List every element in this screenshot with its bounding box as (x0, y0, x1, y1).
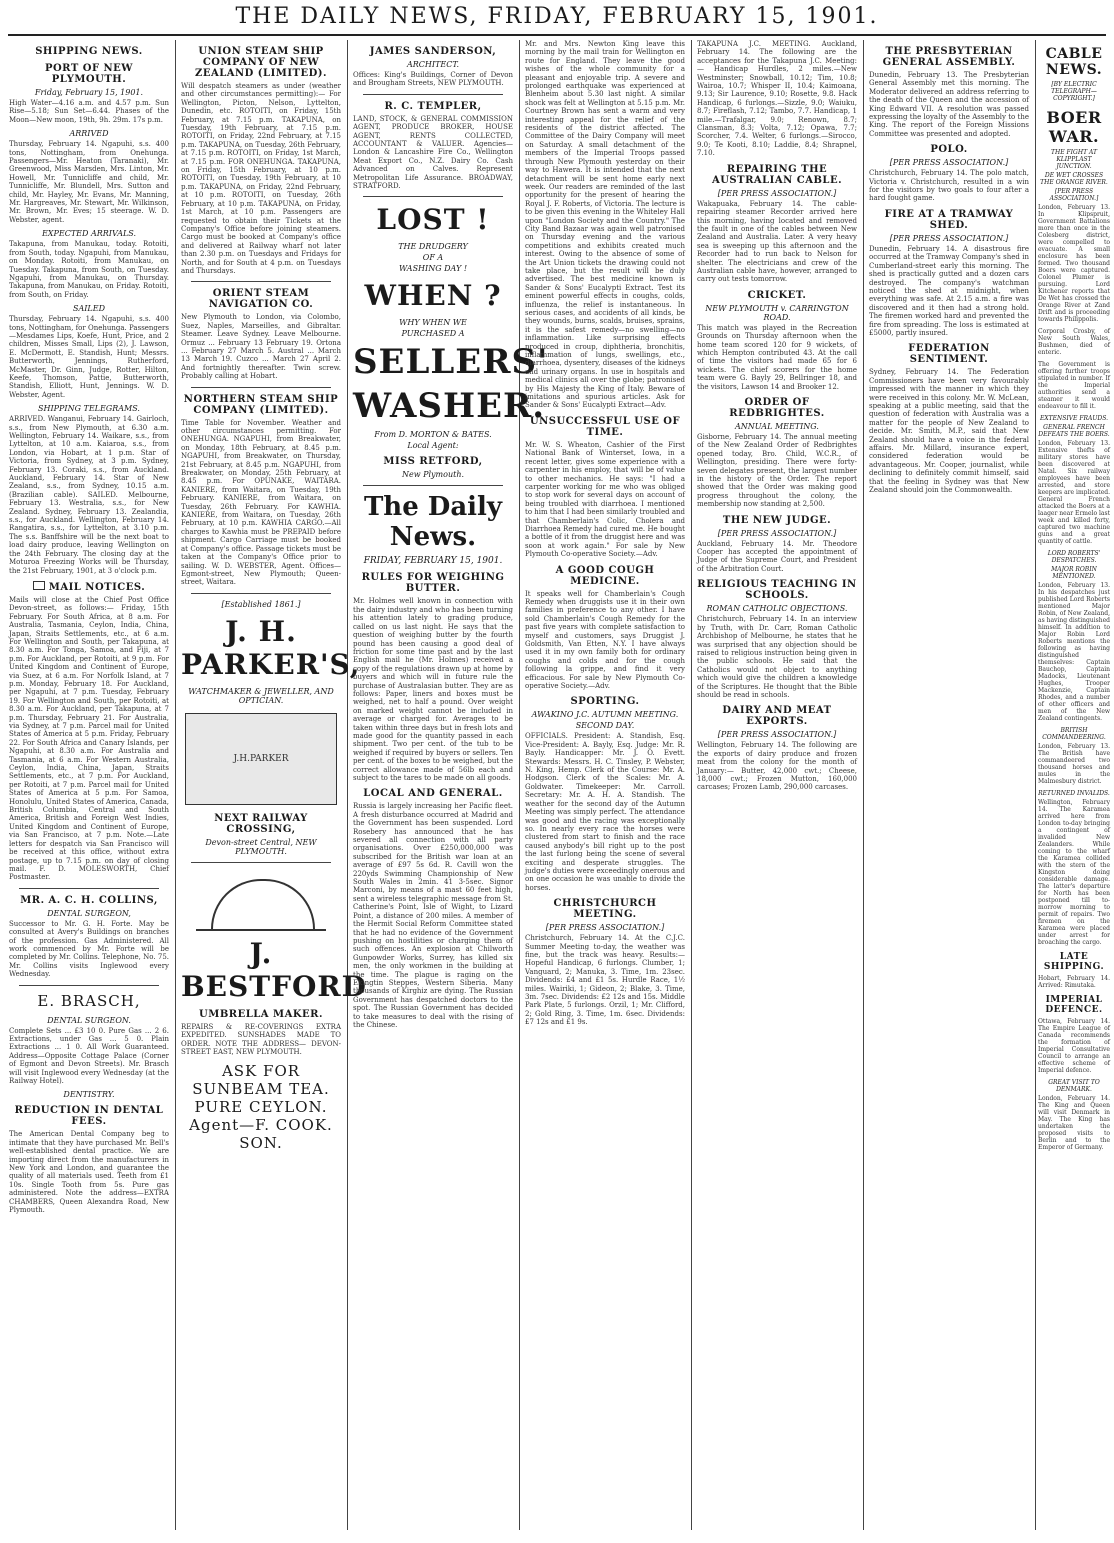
rules-heading: RULES FOR WEIGHING BUTTER. (361, 572, 505, 595)
sailed-heading: SAILED (73, 304, 105, 314)
paper-date: FRIDAY, FEBRUARY 15, 1901. (363, 556, 503, 567)
fire-subheading: [PER PRESS ASSOCIATION.] (889, 233, 1009, 243)
commandeering-heading: BRITISH COMMANDEERING. (1042, 727, 1106, 741)
sporting-heading: SPORTING. (570, 696, 640, 708)
port-heading: PORT OF NEW PLYMOUTH. (44, 63, 134, 85)
column-5 (692, 40, 862, 1530)
denmark-text: London, February 14. The King and Queen will visit Denmark in May. The King has undertaken the proposed visits to Berlin and to the Emperor of Germany. (1038, 1095, 1112, 1151)
cricket-text: This match was played in the Recreation Grounds on Thursday afternoon when the home team scored 120 for 9 wickets, of which Hempton contributed 43. At the call of time the visitors had made 65 for 6 wickets. The chief scorers for the home team were G. Bayly 29, Bellringer 18, and the visitors, Lawson 14 and Brooker 12. (697, 323, 860, 391)
deb-heading: ORDER OF REDBRIGHTES. (729, 397, 825, 419)
rules-text: Mr. Holmes well known in connection with the dairy industry and who has been turning his attention lately to grading produce, called on us last night. He says that the question of weighing butter by the fourth pound has been causing a good deal of friction for some time past and by the last English mail he (Mr. Holmes) received a copy of the regulations drawn up at home by buyers and which will in future rule the purchase of Australasian butter. They are as follows: Paper, liners and boxes must be weighed, net to half a pound. Over weight on marked weight cannot be included in average or charged for. Averages to be taken within three days but in fresh lots and made good for the quantity passed in each shipment. Two per cent. of the tub to be weighed if required by buyers or sellers. Ten per cent. of the boxes to be weighed, but the correct allowance made of 56lb each and subject to the tares to be made on all goods. (353, 597, 516, 782)
religious-subheading: ROMAN CATHOLIC OBJECTIONS. (706, 604, 848, 614)
umbrella-icon (196, 869, 326, 931)
uss-heading: UNION STEAM SHIP COMPANY OF NEW ZEALAND (LIMITED). (195, 46, 327, 79)
fight-heading: THE FIGHT AT KLIPPLAST JUNCTION. (1051, 149, 1097, 170)
brasch-subheading: DENTAL SURGEON. (47, 1015, 131, 1025)
roberts-heading: LORD ROBERTS' DESPATCHES. (1047, 550, 1101, 564)
why-line-2: PURCHASED A (401, 329, 465, 339)
deb-subheading: ANNUAL MEETING. (735, 422, 819, 431)
bestford-subheading: UMBRELLA MAKER. (199, 1008, 323, 1020)
judge-heading: THE NEW JUDGE. (722, 514, 832, 526)
xmas-heading: CHRISTCHURCH MEETING. (553, 898, 657, 921)
parker-established: [Established 1861.] (221, 599, 301, 609)
unpurchased-text: Mr. W. S. Wheaton, Cashier of the First National Bank of Winterset, Iowa, in a recent letter, gives some experience with a carpenter in his employ, that will be of value to other mechanics. He says: "I had a carpenter working for me who was obliged to stop work for several days on account of being troubled with diarrhoea. I mentioned to him that I had been similarly troubled and that Chamberlain's Colic, Cholera and Diarrhoea Remedy had cured me. He bought a bottle of it from the druggist here and was soon at work again." For sale by New Plymouth Co-operative Society.—Adv. (525, 440, 688, 559)
port-date: Friday, February 15, 1901. (34, 88, 144, 97)
judge-subheading: [PER PRESS ASSOCIATION.] (717, 528, 837, 538)
shipping-heading: SHIPPING NEWS. (35, 46, 143, 57)
general-heading: GENERAL FRENCH DEFEATS THE BOERS. (1038, 424, 1110, 438)
mail-heading (9, 581, 169, 593)
unpurchased-heading: UNSUCCESSFUL USE OF TIME. (529, 415, 681, 438)
fire-heading: FIRE AT A TRAMWAY SHED. (884, 208, 1014, 231)
roberts-subheading: MAJOR ROBIN MENTIONED. (1051, 566, 1097, 580)
uss-text: Will despatch steamers as under (weather and other circumstances permitting):— For Wellington, Picton, Nelson, Lyttelton, Dunedin, etc. ROTOITI, on Friday, 15th February, at 7.15 p.m. TAKAPUNA, on Tuesday, 19th February, at 7.15 p.m. ROTOITI, on Friday, 22nd February, at 7.15 p.m. TAKAPUNA, on Tuesday, 26th February, at 7.15 p.m. ROTOITI, on Friday, 1st March, at 7.15 p.m. FOR ONEHUNGA. TAKAPUNA, on Friday, 15th February, at 10 p.m. ROTOITI, on Tuesday, 19th February, at 10 p.m. TAKAPUNA, on Friday, 22nd February, at 10 p.m. ROTOITI, on Tuesday, 26th February, at 10 p.m. TAKAPUNA, on Friday, 1st March, at 10 p.m. Passengers are requested to obtain their Tickets at the Company's Office before joining steamers. Cargo must be booked at Company's office and delivered at Railway wharf not later than 2.30 p.m. on Tuesdays and Fridays for North, and for South at 4 p.m. on Tuesdays and Thursdays. (181, 82, 344, 275)
sporting-day: SECOND DAY. (575, 721, 635, 731)
column-7 (1036, 40, 1112, 1530)
sporting-text: OFFICIALS. President: A. Standish, Esq. Vice-President: A. Bayly, Esq. Judge: Mr. R. Bayly. Handicapper: Mr. J. O. Evett. Stewards: Messrs. H. C. Tinsley, P. Webster, N. King, Hemp. Clerk of the Course: Mr. A. Hodgson. Clerk of the Scales: Mr. A. Goldwater. Timekeeper: Mr. Carroll. Secretary: Mr. A. H. A. Standish. The weather for the second day of the Autumn Meeting was simply perfect. The attendance was good and the racing was exceptionally so. In nearly every race the horses were clustered from start to finish and the race caused anybody's bill right up to the post the last furlong being the scene of several exciting and desperate struggles. The judge's duties were exceedingly onerous and on one occasion he was unable to divide the horses. (525, 732, 688, 892)
sanderson-subheading: ARCHITECT. (406, 60, 460, 69)
dairy-subheading: [PER PRESS ASSOCIATION.] (717, 730, 837, 740)
arrived-text: Thursday, February 14. Ngapuhi, s.s. 400 tons, Nottingham, from Onehunga. Passengers—Mr. Heaton (Taranaki), Mr. Greenwood, Miss Marsden, Mrs. Linton, Mr. Howell, Mr. Tunnicliffe and child, Mr. Tunnicliffe, Mr. Blundell, Mrs. Sutton and child, Mr. Hayley, Mr. Evans, Mr. Manning, Mr. Hargreaves, Mr. Stewart, Mr. Wilkinson, Mr. Brown, Mr. Eves; 15 steerage. W. D. Webster, agent. (9, 140, 172, 224)
presbyterian-text: Dunedin, February 13. The Presbyterian General Assembly met this morning. The Moderator delivered an address referring to the death of the Queen and the accession of King Edward VII. A resolution was passed expressing the loyalty of the Assembly to the King. The report of the Foreign Missions Committee was presented and adopted. (869, 71, 1032, 138)
religious-text: Christchurch, February 14. In an interview by Truth, with Dr. Carr, Roman Catholic Archbishop of Melbourne, he states that he was surprised that any objection should be raised to religious instruction being given in the public schools. He said that the Catholics would not object to anything which would give the children a knowledge of the Scriptures. He thought that the Bible should be read in schools. (697, 615, 860, 699)
bestford-text: REPAIRS & RE-COVERINGS EXTRA EXPEDITED. SUNSHADES MADE TO ORDER. NOTE THE ADDRESS— DEVON-STREET EAST, NEW PLYMOUTH. (181, 1022, 344, 1056)
templer-text: LAND, STOCK, & GENERAL COMMISSION AGENT, PRODUCE BROKER, HOUSE AGENT, RENTS COLLECTED, ACCOUNTANT & VALUER. Agencies— London & Lancashire Fire Co., Wellington Meat Export Co., N.Z. Dairy Co. Cash Advanced on Calves. Represent Metropolitan Life Assurance. BROADWAY, STRATFORD. (353, 114, 516, 191)
defence-text: Ottawa, February 14. The Empire League of Canada recommends the formation of Imperial Consultative Council to arrange an effective scheme of Imperial defence. (1038, 1018, 1112, 1074)
column-3 (348, 40, 549, 1530)
sailed-text: Thursday, February 14. Ngapuhi, s.s. 400 tons, Nottingham, for Onehunga. Passengers—Mesdames Lips, Koefe, Hunt, Price, and 2 children, Misses Small, Lips (2), J. Lawson, E. McDermott, E. Standish, Hunt; Messrs. Butterworth, Jennings, Rutherford, McMaster, Dr. Ginn, Judge, Rotter, Hilton, Keefe, Thomson, Pattie, Butterworth, Standish, Elliott, Hunt, Jennings. W. D. Webster, Agent. (9, 315, 172, 399)
imperial-text: The Government is offering further troops stipulated in number. If the Imperial authorities send a steamer it would endeavour to fill it. (1038, 361, 1112, 410)
parker-next: NEXT RAILWAY CROSSING, (214, 812, 308, 835)
federation-heading: FEDERATION SENTIMENT. (908, 343, 990, 366)
cable-news-heading: CABLE NEWS. (1045, 46, 1103, 78)
dentistry-heading: DENTISTRY. (63, 1090, 115, 1100)
late-shipping-heading: LATE SHIPPING. (1043, 952, 1105, 972)
orient-text: New Plymouth to London, via Colombo, Suez, Naples, Marseilles, and Gibraltar. Steamer. Leave Sydney. Leave Melbourne. Ormuz ... February 13 February 19. Ortona ... February 27 March 5. Austral ... March 13 March 19. Cuzco ... March 27 April 2. And fortnightly thereafter. Twin screw. Probably calling at Hobart. (181, 313, 344, 381)
sellers-heading: SELLERS' (353, 342, 549, 383)
mail-text: Mails will close at the Chief Post Office Devon-street, as follows:— Friday, 15th February. For South Africa, at 8 a.m. For Australia, Tasmania, Ceylon, India, China, Japan, Straits Settlements, etc., at 6 a.m. For Wellington and South, per Takapuna, at 8.30 a.m. For Tonga, Samoa, and Fiji, at 7 p.m. For Auckland, per Rotoiti, at 9 p.m. For United Kingdom and Continent of Europe, via Suez, at 6 a.m. For Norfolk Island, at 7 p.m. Monday, February 18. For Auckland, per Ngapuhi, at 7 p.m. Tuesday, February 19. For Wellington and South, per Rotoiti, at 8.30 a.m. For Auckland, per Takapuna, at 7 p.m. Thursday, February 21. For Australia, via Sydney, at 7 p.m. Parcel mail for United States of America at 5 p.m. Friday, February 22. For South Africa and Canary Islands, per Ngapuhi, at 8.30 a.m. For Australia and Tasmania, at 6 a.m. For Western Australia, Ceylon, India, China, Japan, Straits Settlements, etc., at 7 p.m. For Auckland, per Rotoiti, at 7 p.m. Parcel mail for United States of America at 5 p.m. For Samoa, Honolulu, United States of America, Canada, British Columbia, Central and South America, British and Foreign West Indies, United Kingdom and Continent of Europe, via San Francisco, at 7 p.m. Note.—Late letters for despatch via San Francisco will be received at this office, without extra postage, up to 7.15 p.m. on day of closing mail. F. D. MOLESWORTH, Chief Postmaster. (9, 595, 172, 882)
king-text: Mr. and Mrs. Newton King leave this morning by the mail train for Wellington en route for England. They leave the good wishes of the whole community for a pleasant and enjoyable trip. A severe and prolonged earthquake was experienced at Blenheim about 5.30 last night. A similar shock was felt at Wellington at 5.15 p.m. Mr. Courtney Brown has sent a warm and very interesting appeal for the relief of the residents of the district affected. The Committee of the Dairy Company will meet on Saturday. A small detachment of the members of the Imperial Troops passed through New Plymouth yesterday on their way to Hawera. It is intended that the next detachment will be sent home early next week. Our readers are reminded of the last opportunity for the present of hearing the Royal J. F. Roberts, of Victoria. The lecture is to be given this evening in the Whiteley Hall upon "London Society and the Country." The City Band Bazaar was again well patronised on Thursday evening and the various competitions and exhibits created much interest. Owing to the absence of some of the Art Union tickets the drawing could not take place, but the result will be duly advertised. The best medicine known is Sander & Sons' Eucalypti Extract. Test its eminent powerful effects in coughs, colds, influenza, the relief is instantaneous. In serious cases, and accidents of all kinds, be they wounds, burns, scalds, bruises, sprains, it is the safest remedy—no swelling—no inflammation. Like surprising effects produced in croup, diphtheria, bronchitis, inflammation of lungs, swellings, etc., diarrhoea, dysentery, diseases of the kidneys and urinary organs. In use in hospitals and medical clinics all over the globe; patronised by His Majesty the King of Italy. Beware of imitations and spurious articles. Ask for Sander & Sons' Eucalypti Extract—Adv. (525, 40, 688, 410)
column-2 (176, 40, 367, 1530)
invalids-text: Wellington, February 14. The Karamea arrived here from London to-day bringing a contingent of invalided New Zealanders. While coming to the wharf the Karamea collided with the stern of the Kingston doing considerable damage. The latter's departure for North has been postponed till to-morrow morning to permit of repairs. Two firemen on the Karamea were placed under arrest for broaching the cargo. (1038, 799, 1112, 946)
washer-from: From D. MORTON & BATES. (374, 430, 492, 440)
nss-text: Time Table for November. Weather and other circumstances permitting. For ONEHUNGA. NGAPUHI, from Breakwater, on Monday, 18th February, at 8.45 p.m. NGAPUHI, from Breakwater, on Thursday, 21st February, at 8.45 p.m. NGAPUHI, from Breakwater, on Monday, 25th February, at 8.45 p.m. For OPUNAKE, WAITARA. KANIERE, from Waitara, on Tuesday, 19th February. KANIERE, from Waitara, on Tuesday, 26th February. For KAWHIA. KANIERE, from Waitara, on Tuesday, 26th February, at 10 p.m. KAWHIA CARGO.—All charges to Kawhia must be PREPAID before shipment. Cargo Carriage must be booked at Company's office. Passage tickets must be taken at the Company's Office prior to sailing. W. D. WEBSTER, Agent. Offices—Egmont-street, New Plymouth; Queen-street, Waitara. (181, 418, 344, 587)
defence-heading: IMPERIAL DEFENCE. (1045, 995, 1103, 1015)
polo-subheading: [PER PRESS ASSOCIATION.] (889, 158, 1009, 168)
washer-heading: WASHER. (353, 386, 546, 427)
cable-subheading: [PER PRESS ASSOCIATION.] (717, 188, 837, 198)
expected-text: Takapuna, from Manukau, today. Rotoiti, from South, today. Ngapuhi, from Manukau, on Monday. Rotoiti, from Manukau, on Tuesday. Takapuna, from South, on Tuesday. Ngapuhi, from Manukau, on Thursday. Takapuna, from Manukau, on Friday. Rotoiti, from South, on Friday. (9, 240, 172, 299)
divider (363, 485, 503, 486)
column-1 (4, 40, 174, 1530)
templer-heading: R. C. TEMPLER, (384, 100, 482, 112)
sanderson-text: Offices: King's Buildings, Corner of Devon and Brougham Streets, NEW PLYMOUTH. (353, 71, 516, 88)
column-6 (864, 40, 1034, 1530)
boer-war-heading: BOER WAR. (1046, 108, 1102, 146)
paper-title: The Daily News. (363, 492, 503, 553)
masthead-rule (8, 34, 1106, 36)
drudgery-line-2: OF A (422, 253, 444, 263)
drudgery-line-1: THE DRUDGERY (398, 242, 468, 252)
divider (191, 862, 331, 863)
xmas-text: Christchurch, February 14. At the C.J.C. Summer Meeting to-day, the weather was fine, but the track was heavy. Results:— Hopeful Handicap, 6 furlongs. Clumber, 1; Vanguard, 2; Manuka, 3. Time, 1m. 23sec. Dividends: £4 and £1 5s. Hurdle Race, 1½ miles. Wairiki, 1; Gideon, 2; Blake, 3. Time, 3m. 7sec. Dividends: £2 12s and 15s. Middle Park Plate, 5 furlongs. Orzil, 1; Mr. Clifford, 2; Gold Ring, 3. Time, 1m. 6sec. Dividends: £7 12s and £1 9s. (525, 934, 688, 1027)
local-heading: LOCAL AND GENERAL. (363, 788, 503, 800)
good-heading: A GOOD COUGH MEDICINE. (555, 564, 655, 587)
mail-icon (33, 581, 45, 590)
divider (363, 196, 503, 197)
cricket-subheading: NEW PLYMOUTH v. CARRINGTON ROAD. (705, 303, 849, 322)
telegrams-text: ARRIVED. Wanganui, February 14. Gairloch, s.s., from New Plymouth, at 6.30 a.m. Wellington, February 14. Waikare, s.s., from Lyttelton, at 10 a.m. Kaiaroa, s.s., from London, via Hobart, at 1 p.m. Star of Victoria, from Sydney, at 3 p.m. Sydney, February 13. Coraki, s.s., from Auckland. Auckland, February 14. Star of New Zealand, s.s., from Sydney, 10.15 a.m. (Brazilian cable). SAILED. Melbourne, February 13. Westralia, s.s., for New Zealand. Sydney, February 13. Zealandia, s.s., for Auckland. Wellington, February 14. Rangatira, s.s., for Lyttelton, at 3.10 p.m. The s.s. Banffshire will be the next boat to load dairy produce, leaving Wellington on the 24th February. The closing day at the Moturoa Freezing Works will be Thursday, the 21st February, 1901, at 3 o'clock p.m. (9, 415, 172, 575)
agent-town: New Plymouth. (401, 470, 465, 480)
cricket-heading: CRICKET. (747, 289, 807, 301)
parker-sign: J.H.PARKER (233, 753, 289, 764)
collins-subheading: DENTAL SURGEON, (47, 908, 131, 918)
divider (19, 888, 159, 889)
sporting-subheading: AWAKINO J.C. AUTUMN MEETING. (531, 710, 679, 720)
federation-text: Sydney, February 14. The Federation Commissioners have been very favourably impressed with the manner in which they were received in this colony. Mr. W. McLean, speaking at a public meeting, said that the question of federation with Australia was a matter for the people of New Zealand to decide. Mr. Smith, M.P., said that New Zealand should have a voice in the federal affairs. Mr. Millard, insurance expert, considered federation would be advantageous. Mr. Cooper, journalist, while declining to definitely commit himself, said that the feeling in Sydney was that New Zealand should join the Commonwealth. (869, 368, 1032, 495)
dairy-heading: DAIRY AND MEAT EXPORTS. (722, 705, 832, 728)
invalids-heading: RETURNED INVALIDS. (1038, 790, 1110, 797)
deb-text: Gisborne, February 14. The annual meeting of the New Zealand Order of Redbrightes opened today, Bro. Child, W.C.R., of Wellington, presiding. There were forty-seven delegates present, the largest number in the history of the Order. The report showed that the Order was making good progress throughout the colony, the membership now standing at 2,500. (697, 433, 860, 509)
roberts-text: London, February 13. In his despatches just published Lord Roberts mentioned Major Robin, of New Zealand, as having distinguished himself. In addition to Major Robin Lord Roberts mentions the following as having distinguished themselves: Captain Bauchop, Captain Madocks, Lieutenant Hughes, Trooper Mackenzie, Captain Rhodes, and a number of other officers and men of the New Zealand contingents. (1038, 582, 1112, 722)
orange-text: London, February 13. In Klipspruit, Government Battalions more than once in the Colesberg district, were compelled to evacuate. A small enclosure has been formed. Two thousand Boers were captured. Colonel Plumer is pursuing. Lord Kitchener reports that De Wet has crossed the Orange River at Zand Drift and is proceeding towards Philippolis. (1038, 204, 1112, 323)
brasch-text: Complete Sets ... £3 10 0. Pure Gas ... 2 6. Extractions, under Gas ... 5 0. Plain Extractions ... 1 0. All Work Guaranteed. Address—Opposite Cottage Palace (Corner of Egmont and Devon Streets). Mr. Brasch will visit Inglewood every Wednesday (at the Railway Hotel). (9, 1026, 172, 1085)
polo-text: Christchurch, February 14. The polo match, Victoria v. Christchurch, resulted in a win for the visitors by two goals to four after a hard fought game. (869, 169, 1032, 203)
good-text: It speaks well for Chamberlain's Cough Remedy when druggists use it in their own families in preference to any other. I have sold Chamberlain's Cough Remedy for the past five years with complete satisfaction to myself and customers, says Druggist J. Goldsmith, Van Etten, N.Y. I have always used it in my own family both for ordinary coughs and colds and for the cough following la grippe, and find it very efficacious. For sale by New Plymouth Co-operative Society.—Adv. (525, 589, 688, 691)
judge-text: Auckland, February 14. Mr. Theodore Cooper has accepted the appointment of Judge of the Supreme Court, and President of the Arbitration Court. (697, 539, 860, 573)
fire-text: Dunedin, February 14. A disastrous fire occurred at the Tramway Company's shed in Cumberland-street early this morning. The shed is practically gutted and a dozen cars destroyed. The company's watchman noticed the shed at midnight, when everything was safe. At 2.15 a.m. a fire was discovered and it then had a strong hold. The firemen worked hard and prevented the fire from spreading. The loss is estimated at £5000, partly insured. (869, 244, 1032, 337)
denmark-heading: GREAT VISIT TO DENMARK. (1048, 1079, 1100, 1093)
polo-heading: POLO. (930, 144, 968, 156)
frauds-text: London, February 13. Extensive thefts of military stores have been discovered at Natal. Six railway employees have been arrested, and store keepers are implicated. General French attacked the Boers at a laager near Ermelo last week and killed forty, captured two machine guns and a great quantity of cattle. (1038, 440, 1112, 545)
corporal-text: Corporal Crosby, of New South Wales, Bushmen, died of enteric. (1038, 328, 1112, 356)
when-heading: WHEN ? (364, 279, 502, 313)
divider (191, 387, 331, 388)
lost-heading: LOST ! (376, 203, 490, 237)
reduction-heading: REDUCTION IN DENTAL FEES. (14, 1105, 164, 1128)
late-shipping-text: Hobart, February 14. Arrived: Rimutaka. (1038, 975, 1112, 989)
local-text: Russia is largely increasing her Pacific fleet. A fresh disturbance occurred at Madrid and the Government has been suspended. Lord Rosebery has announced that he has severed all connection with all party organisations. Over £250,000,000 was subscribed for the British war loan at an average of £97 5s 6d. R. Cavill won the 220yds Swimming Championship of New South Wales in 2min. 41 3-5sec. Signor Marconi, by means of a mast 60 feet high, sent a wireless telegraphic message from St. Catherine's Point, Isle of Wight, to Lizard Point, a distance of 200 miles. A member of the Hermit Social Reform Committee stated that he had no evidence of the Government pushing on hostilities or charging them of such offences. An explosion at Chilworth Gunpowder Works, Surrey, has killed six men, the only workmen in the building at the time. The plague is raging on the Ekingtin Steppes, Western Siberia. Many thousands of Kirghiz are dying. The Russian Government has despatched doctors to the spot. The Russian Government has decided to take measures to deal with the rising of the Chinese. (353, 802, 516, 1029)
presbyterian-heading: THE PRESBYTERIAN GENERAL ASSEMBLY. (882, 46, 1016, 68)
divider (191, 281, 331, 282)
cable-heading: REPAIRING THE AUSTRALIAN CABLE. (711, 163, 843, 186)
parker-heading: J. H. PARKER'S, (181, 614, 361, 681)
divider (363, 94, 503, 95)
collins-text: Successor to Mr. G. H. Forte. May be consulted at Avery's Buildings on branches of the profession. Gas Administered. All work commenced by Mr. Forte will be completed by Mr. Collins. Telephone, No. 75. Mr. Collins visits Inglewood every Wednesday. (9, 919, 172, 979)
takapuna-text: TAKAPUNA J.C. MEETING. Auckland, February 14. The following are the acceptances for the Takapuna J.C. Meeting:— Handicap Hurdles, 2 miles.—New Westminster; Snowball, 10.12; Tim, 10.8; Wairoa, 10.7; Whisper II, 10.4; Kaimoana, 9.13; Sir Laurence, 9.10; Rosette, 9.8. Hack Handicap, 6 furlongs.—Sizzle, 9.0; Waiuku, 8.7; Fireflash, 7.12; Tambo, 7.7. Handicap, 1 mile.—Trafalgar, 9.0; Renown, 8.7; Clansman, 8.3; Volta, 7.12; Opawa, 7.7; Scorcher, 7.4. Welter, 6 furlongs.—Sirocco, 9.0; Te Kooti, 8.10; Laddie, 8.4; Shrapnel, 7.10. (697, 40, 860, 158)
brasch-heading: E. BRASCH, (37, 991, 141, 1010)
nss-heading: NORTHERN STEAM SHIP COMPANY (LIMITED). (183, 393, 339, 416)
divider (191, 593, 331, 594)
orange-heading: DE WET CROSSES THE ORANGE RIVER. (1040, 172, 1108, 186)
parker-shopfront-image (185, 713, 337, 805)
commandeering-text: London, February 13. The British have commandeered two thousand horses and mules in the Malmesbury district. (1038, 743, 1112, 785)
expected-heading: EXPECTED ARRIVALS. (41, 229, 137, 239)
why-line-1: WHY WHEN WE (399, 318, 467, 328)
masthead: THE DAILY NEWS, FRIDAY, FEBRUARY 15, 1901. (235, 4, 879, 29)
cable-text: Wakapuaka, February 14. The cable-repairing steamer Recorder arrived here this morning, having located and removed the fault in one of the cables between New Zealand and Australia. Later. A very heavy sea is sweeping up this afternoon and the Recorder had to run back to Nelson for shelter. The electricians and crew of the Australian cable have, however, arranged to carry out tests tomorrow. (697, 199, 860, 284)
frauds-heading: EXTENSIVE FRAUDS. (1039, 415, 1109, 422)
collins-heading: MR. A. C. H. COLLINS, (20, 894, 158, 906)
mail-heading-label: MAIL NOTICES. (48, 581, 146, 593)
cable-news-credit: [BY ELECTRIC TELEGRAPH—COPYRIGHT.] (1051, 81, 1097, 102)
telegrams-heading: SHIPPING TELEGRAMS. (38, 404, 140, 414)
orient-heading: ORIENT STEAM NAVIGATION CO. (208, 288, 314, 311)
reduction-text: The American Dental Company beg to intimate that they have purchased Mr. Bell's well-established dental practice. We are importing direct from the manufacturers in New York and London, and guarantee the quality of all materials used. Teeth from £1 10s. Single Tooth from 5s. Pure gas administered. Note the address—EXTRA CHAMBERS, Queen Alexandra Road, New Plymouth. (9, 1130, 172, 1215)
sanderson-heading: JAMES SANDERSON, (369, 46, 497, 57)
orange-subheading: [PER PRESS ASSOCIATION.] (1049, 188, 1099, 202)
agent-label: Local Agent: (407, 441, 459, 451)
agent-name: MISS RETFORD, (383, 456, 483, 468)
sunbeam-ad: ASK FOR SUNBEAM TEA. PURE CEYLON. Agent—F. COOK. SON. (189, 1062, 333, 1153)
divider (19, 985, 159, 986)
parker-address: Devon-street Central, NEW PLYMOUTH. (205, 837, 317, 856)
column-4 (520, 40, 690, 1530)
dairy-text: Wellington, February 14. The following are the exports of dairy produce and frozen meat from the colony for the month of January:— Butter, 42,000 cwt.; Cheese, 18,000 cwt.; Frozen Mutton, 160,000 carcases; Frozen Lamb, 290,000 carcases. (697, 741, 860, 792)
tides-text: High Water—4.16 a.m. and 4.57 p.m. Sun Rise—5.18; Sun Set—6.44. Phases of the Moon—New moon, 19th, 9h. 29m. 17s p.m. (9, 99, 172, 124)
parker-subheading: WATCHMAKER & JEWELLER, AND OPTICIAN. (188, 686, 334, 705)
arrived-heading: ARRIVED (69, 129, 109, 139)
xmas-subheading: [PER PRESS ASSOCIATION.] (545, 923, 665, 933)
religious-heading: RELIGIOUS TEACHING IN SCHOOLS. (697, 579, 857, 602)
drudgery-line-3: WASHING DAY ! (398, 264, 468, 274)
bestford-heading: J. BESTFORD (181, 936, 367, 1003)
